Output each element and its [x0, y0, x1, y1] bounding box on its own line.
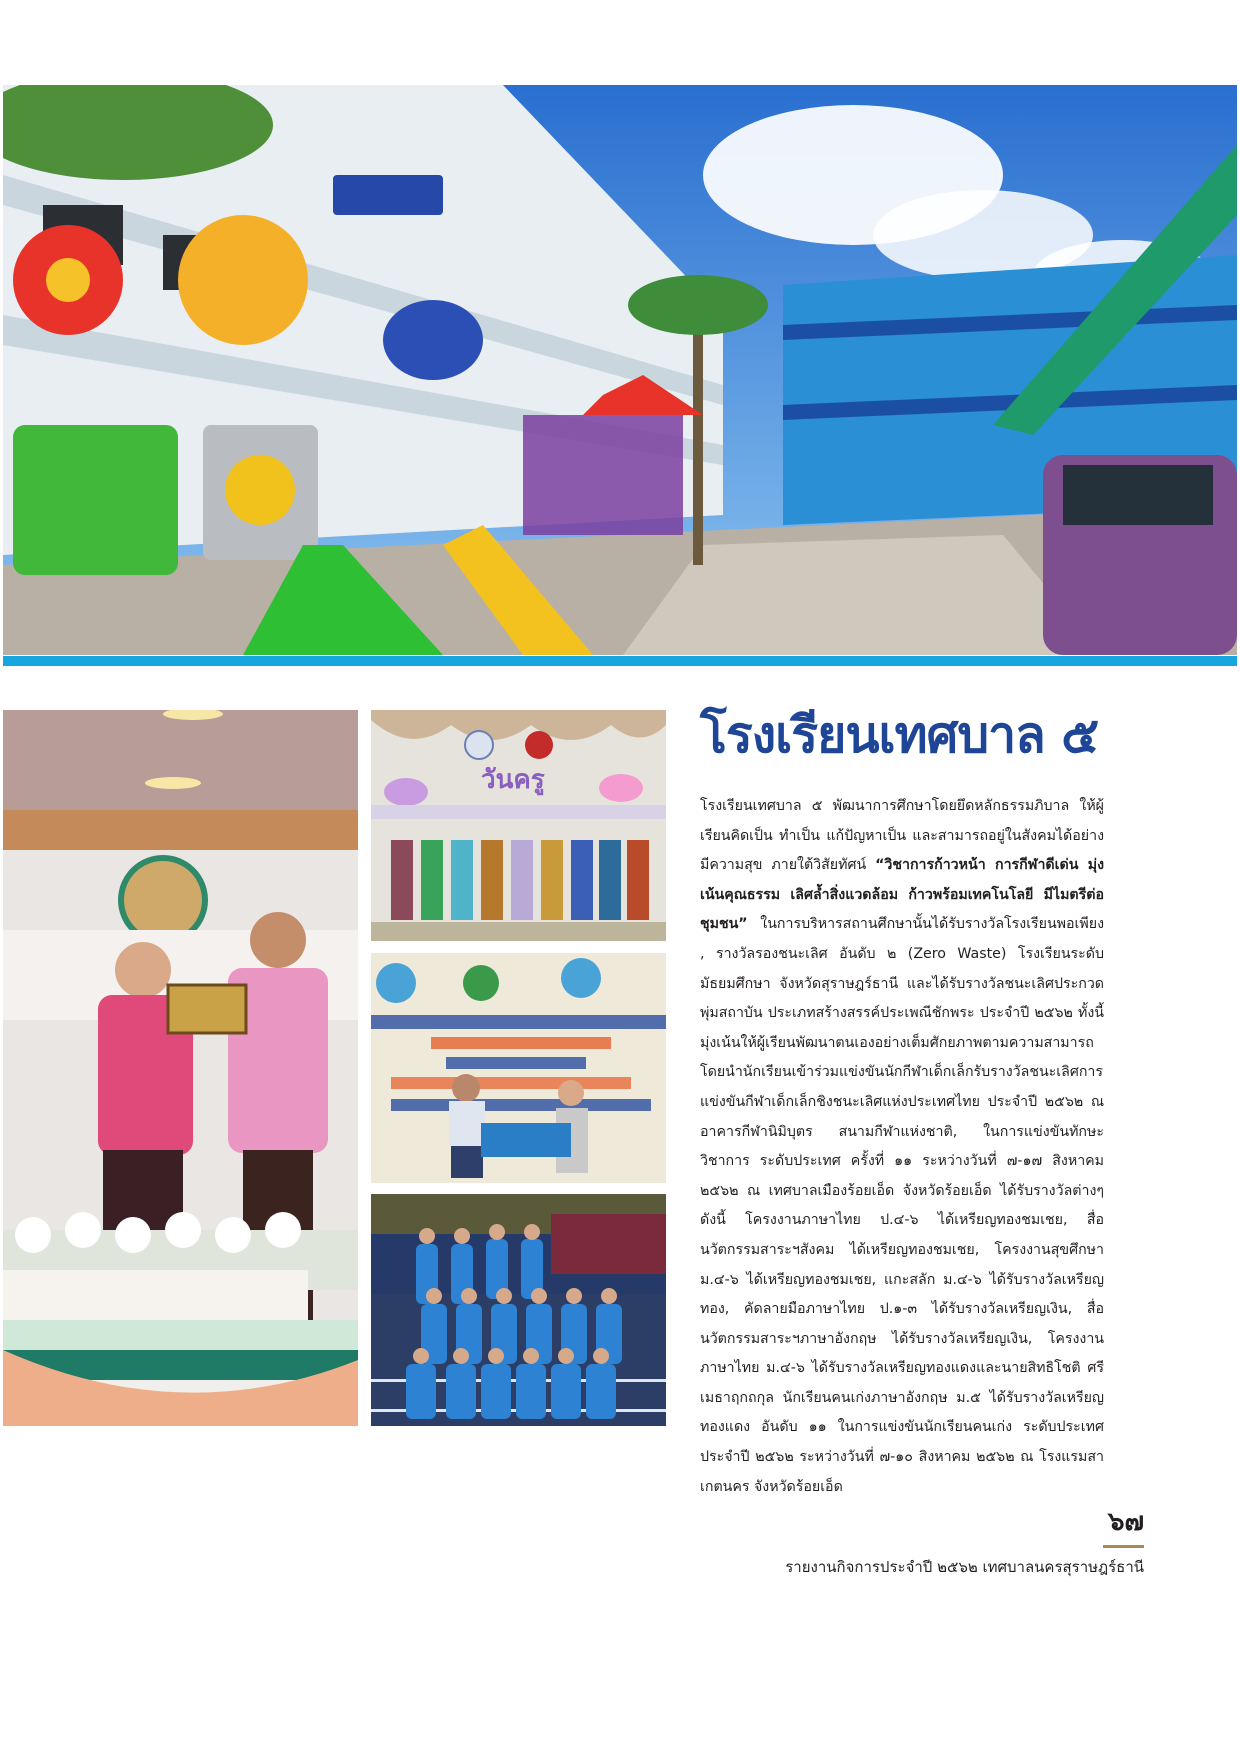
- article-intro: โรงเรียนเทศบาล ๕ พัฒนาการศึกษาโดยยึดหลักธรรมภิบาล ให้ผู้เรียนคิดเป็น ทำเป็น แก้ปัญหาเป็น และสามารถอยู่ในสังคมได้อย่างมีความสุข ภายใต้วิสัยทัศน์: [700, 798, 1104, 874]
- article-body-text: ในการบริหารสถานศึกษานั้นได้รับรางวัลโรงเรียนพอเพียง , รางวัลรองชนะเลิศ อันดับ ๒ (Zero Waste) โรงเรียนระดับมัธยมศึกษา จังหวัดสุราษฎร์ธานี และได้รับรางวัลชนะเลิศประกวดพุ่มสถาบัน ประเภทสร้างสรรค์ประเพณีชักพระ ประจำปี ๒๕๖๒ ทั้งนี้มุ่งเน้นให้ผู้เรียนพัฒนาตนเองอย่างเต็มศักยภาพตามความสามารถ โดยนำนักเรียนเข้าร่วมแข่งขันนักกีฬาเด็กเล็กรับรางวัลชนะเลิศการแข่งขันกีฬาเด็กเล็กชิงชนะเลิศแห่งประเทศไทย ประจำปี ๒๕๖๒ ณ อาคารกีฬานิมิบุตร สนามกีฬาแห่งชาติ, ในการแข่งขันทักษะวิชาการ ระดับประเทศ ครั้งที่ ๑๑ ระหว่างวันที่ ๗-๑๗ สิงหาคม ๒๕๖๒ ณ เทศบาลเมืองร้อยเอ็ด จังหวัดร้อยเอ็ด ได้รับรางวัลต่างๆ ดังนี้ โครงงานภาษาไทย ป.๔-๖ ได้เหรียญทองชมเชย, สื่อนวัตกรรมสาระฯสังคม ได้เหรียญทองชมเชย, โครงงานสุขศึกษา ม.๔-๖ ได้เหรียญทองชมเชย, แกะสลัก ม.๔-๖ ได้รับรางวัลเหรียญทอง, คัดลายมือภาษาไทย ป.๑-๓ ได้รับรางวัลเหรียญเงิน, สื่อนวัตกรรมสาระฯภาษาอังกฤษ ได้รับรางวัลเหรียญเงิน, โครงงานภาษาไทย ม.๔-๖ ได้รับรางวัลเหรียญทองแดงและนายสิทธิโชติ ศรีเมธาฤกถกุล นักเรียนคนเก่งภาษาอังกฤษ ม.๕ ได้รับรางวัลเหรียญทองแดง อันดับ ๑๑ ในการแข่งขันนักเรียนคนเก่ง ระดับประเทศ ประจำปี ๒๕๖๒ ระหว่างวันที่ ๗-๑๐ สิงหาคม ๒๕๖๒ ณ โรงแรมสาเกตนคร จังหวัดร้อยเอ็ด: [700, 916, 1104, 1495]
- blue-divider-strip: [3, 656, 1237, 666]
- article-title: โรงเรียนเทศบาล ๕: [700, 706, 1099, 764]
- article-body: [700, 792, 1104, 1502]
- school-building-image: [3, 85, 1237, 655]
- photo-award-ceremony: [3, 710, 358, 1426]
- sports-team-image: [371, 1194, 666, 1426]
- photo-teachers-day-group: [371, 710, 666, 941]
- page-number-underline: [1103, 1545, 1144, 1548]
- school-vision-quote: “วิชาการก้าวหน้า การกีฬาดีเด่น มุ่งเน้นคุณธรรม เลิศล้ำสิ่งแวดล้อม ก้าวพร้อมเทคโนโลยี มีไมตรีต่อชุมชน”: [700, 857, 1105, 933]
- photo-sports-team-stadium: [371, 1194, 666, 1426]
- svg-text:วันครู: วันครู: [481, 765, 545, 795]
- hero-photo-school-building: [3, 85, 1237, 655]
- report-footer-title: รายงานกิจการประจำปี ๒๕๖๒ เทศบาลนครสุราษฎร์ธานี: [785, 1558, 1144, 1576]
- student-competition-image: [371, 953, 666, 1183]
- photo-student-competition-award: [371, 953, 666, 1183]
- teachers-day-image: [371, 710, 666, 941]
- page-number: ๖๗: [1107, 1507, 1144, 1537]
- award-ceremony-image: [3, 710, 358, 1426]
